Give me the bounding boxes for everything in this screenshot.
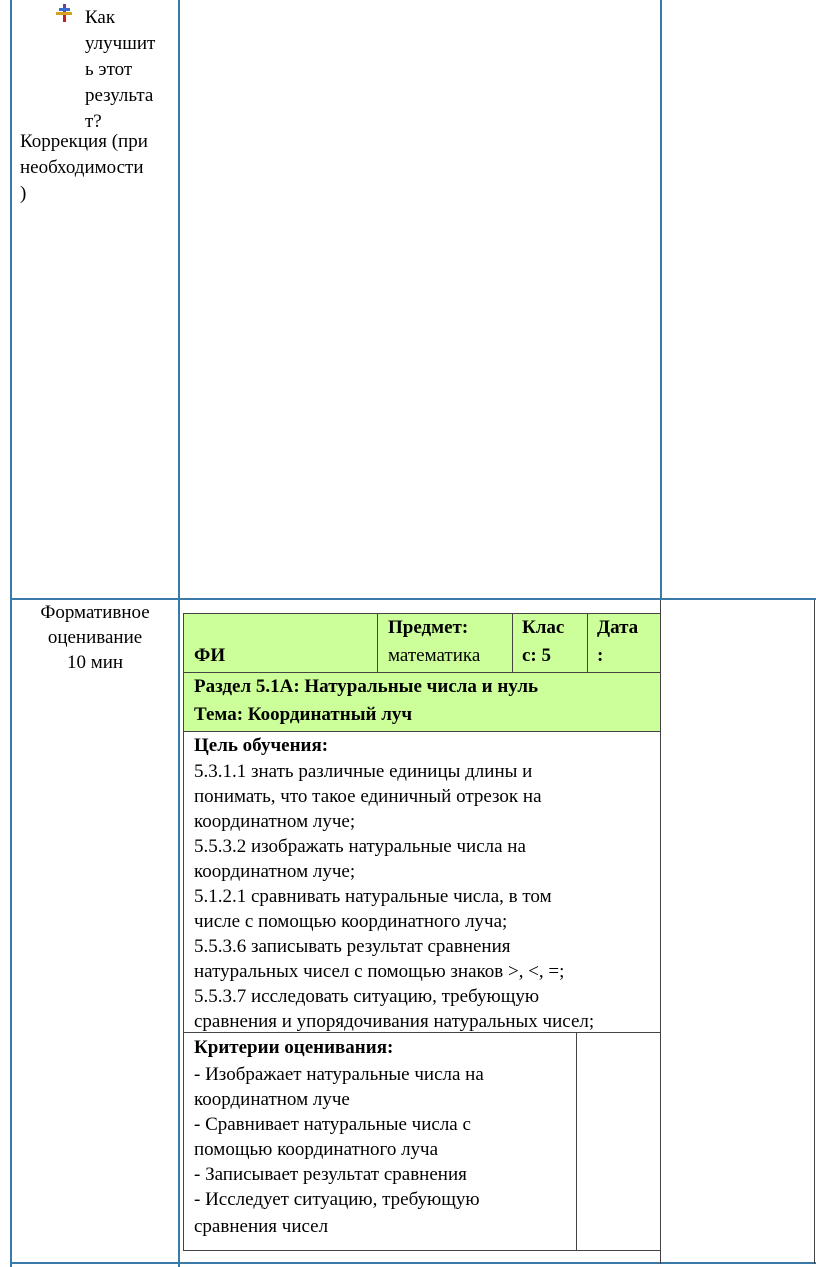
criteria-line: сравнения чисел — [194, 1216, 329, 1237]
goal-line: 5.5.3.6 записывать результат сравнения — [194, 936, 511, 957]
goal-line: 5.1.2.1 сравнивать натуральные числа, в том — [194, 886, 552, 907]
criteria-line: - Сравнивает натуральные числа с — [194, 1114, 471, 1135]
class-label-1: Клас — [522, 617, 565, 638]
formative-label-cell — [12, 600, 178, 1262]
goal-line: 5.3.1.1 знать различные единицы длины и — [194, 761, 533, 782]
question-line-3: ь этот — [85, 59, 133, 80]
formative-label-1: Формативное — [40, 602, 150, 623]
criteria-line: координатном луче — [194, 1089, 350, 1110]
class-label-2: с: 5 — [522, 645, 552, 666]
goal-line: натуральных чисел с помощью знаков >, <, =; — [194, 961, 565, 982]
question-line-1: Как — [85, 7, 116, 28]
question-line-4: результа — [85, 85, 154, 106]
date-label-2: : — [597, 645, 604, 666]
subject-value: математика — [388, 645, 481, 666]
question-line-2: улучшит — [85, 33, 156, 54]
pin-icon — [55, 4, 73, 22]
formative-label-2: оценивание — [47, 627, 143, 648]
goal-line: 5.5.3.7 исследовать ситуацию, требующую — [194, 986, 540, 1007]
goal-line: понимать, что такое единичный отрезок на — [194, 786, 542, 807]
criteria-line: помощью координатного луча — [194, 1139, 439, 1160]
correction-line-3: ) — [20, 183, 27, 204]
topic-title: Тема: Координатный луч — [194, 704, 413, 725]
question-line-5: т? — [85, 111, 102, 132]
criteria-heading: Критерии оценивания: — [194, 1037, 394, 1058]
section-title: Раздел 5.1А: Натуральные числа и нуль — [194, 676, 539, 697]
goals-heading: Цель обучения: — [194, 735, 329, 756]
subject-label: Предмет: — [388, 617, 469, 638]
date-label-1: Дата — [597, 617, 639, 638]
goal-line: 5.5.3.2 изображать натуральные числа на — [194, 836, 526, 857]
formative-label-3: 10 мин — [66, 652, 124, 673]
goal-line: координатном луче; — [194, 861, 356, 882]
top-left-cell — [12, 0, 178, 598]
criteria-line: - Записывает результат сравнения — [194, 1164, 467, 1185]
goal-line: сравнения и упорядочивания натуральных чисел; — [194, 1011, 595, 1032]
criteria-line: - Исследует ситуацию, требующую — [194, 1189, 480, 1210]
goal-line: числе с помощью координатного луча; — [194, 911, 508, 932]
goal-line: координатном луче; — [194, 811, 356, 832]
criteria-line: - Изображает натуральные числа на — [194, 1064, 484, 1085]
correction-line-2: необходимости — [20, 157, 144, 178]
correction-line-1: Коррекция (при — [20, 131, 148, 152]
fi-label: ФИ — [194, 645, 226, 666]
